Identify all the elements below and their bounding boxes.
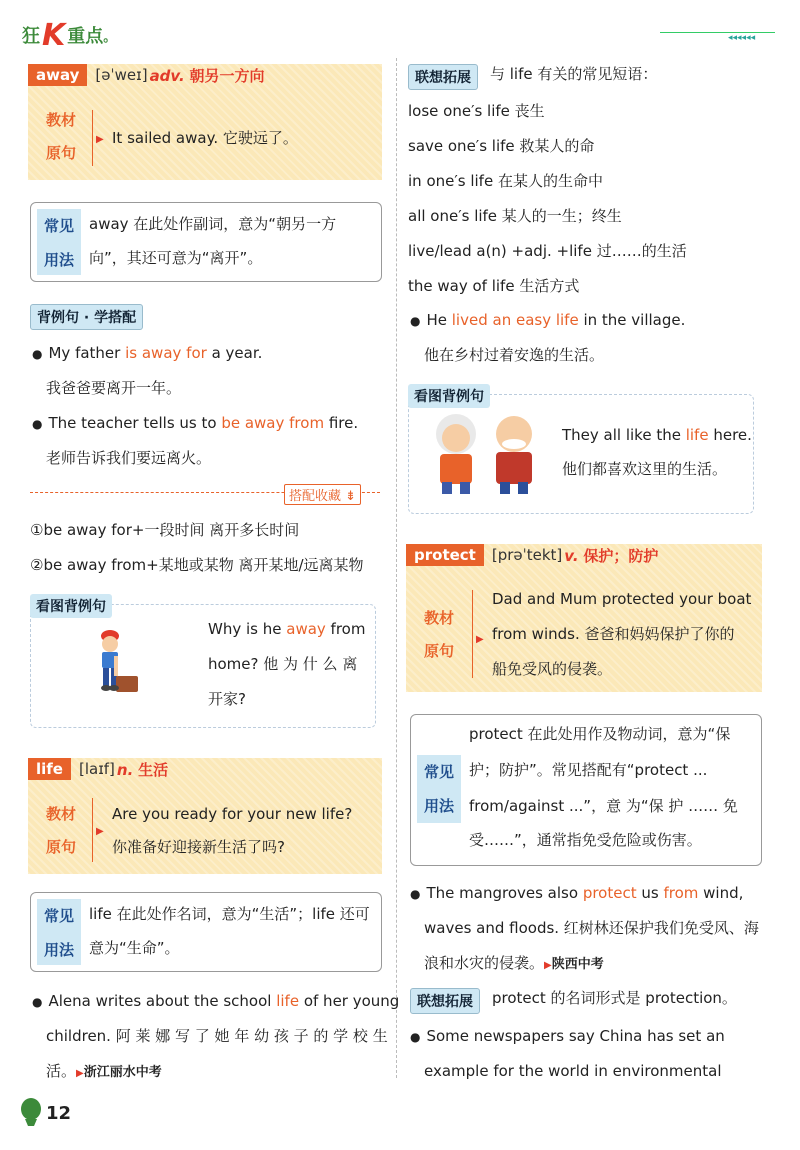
logo-suffix: 重点 bbox=[67, 26, 104, 47]
life-usage-label-2: 用法 bbox=[43, 941, 74, 959]
life-phrase-6: the way of life 生活方式 bbox=[408, 277, 580, 295]
away-usage-label-2: 用法 bbox=[43, 251, 74, 269]
logo-prefix: 狂 bbox=[22, 26, 40, 47]
protect-expand-text: protect 的名词形式是 protection。 bbox=[492, 989, 737, 1007]
life-meaning: 生活 bbox=[138, 760, 169, 779]
protect-word: protect bbox=[406, 544, 484, 566]
life-picture-en: They all like the life here. bbox=[562, 426, 752, 444]
away-usage-box bbox=[30, 202, 382, 282]
life-phrase-1: lose one′s life 丧生 bbox=[408, 102, 545, 120]
life-expand-tag: 联想拓展 bbox=[408, 64, 478, 90]
away-textbook-label-1: 教材 bbox=[46, 111, 77, 129]
protect-meaning: 保护；防护 bbox=[583, 546, 659, 565]
header-rule bbox=[660, 32, 775, 33]
life-example-source: 浙江丽水中考 bbox=[83, 1065, 162, 1080]
logo-dot: 。 bbox=[103, 29, 117, 45]
life-expand-example: ● He lived an easy life in the village. bbox=[410, 311, 686, 329]
away-definition bbox=[150, 65, 265, 86]
away-picture-tag: 看图背例句 bbox=[30, 594, 112, 618]
away-meaning: 朝另一方向 bbox=[189, 66, 265, 85]
protect-usage-3: from/against ...”，意 为“保 护 …… 免 bbox=[469, 797, 738, 815]
protect-usage-label-2: 用法 bbox=[423, 797, 454, 815]
protect-textbook-label-2: 原句 bbox=[424, 642, 455, 660]
protect-example-cn-1: waves and floods. 红树林还保护我们免受风、海 bbox=[424, 919, 759, 937]
bullet-icon: ● bbox=[32, 417, 43, 431]
protect-usage-1: protect 在此处用作及物动词，意为“保 bbox=[469, 725, 731, 743]
away-entry bbox=[28, 64, 382, 180]
protect-example-cn-2: 浪和水灾的侵袭。▶陕西中考 bbox=[424, 954, 604, 972]
bullet-icon: ● bbox=[410, 314, 421, 328]
life-example-cn-2: 活。▶浙江丽水中考 bbox=[46, 1062, 162, 1080]
collect-icon: ⇟ bbox=[345, 489, 357, 504]
brand-logo bbox=[22, 18, 116, 52]
protect-phonetic: [prəˈtekt] bbox=[491, 546, 563, 564]
protect-usage-2: 护；防护”。常见搭配有“protect ... bbox=[469, 761, 708, 779]
source-arrow-icon: ▶ bbox=[76, 1068, 84, 1079]
protect-textbook-2: from winds. 爸爸和妈妈保护了你的 bbox=[492, 625, 735, 643]
protect-arrow-icon: ▶ bbox=[476, 634, 484, 645]
away-pos: adv. bbox=[149, 66, 185, 85]
life-picture-tag: 看图背例句 bbox=[408, 384, 490, 408]
protect-expand-tag: 联想拓展 bbox=[410, 988, 480, 1014]
life-phrase-2: save one′s life 救某人的命 bbox=[408, 137, 595, 155]
life-phrase-5: live/lead a(n) +adj. +life 过……的生活 bbox=[408, 242, 687, 260]
protect-definition bbox=[564, 545, 658, 566]
elderly-couple-illustration bbox=[424, 408, 548, 496]
life-definition bbox=[117, 759, 168, 780]
away-textbook-label-2: 原句 bbox=[46, 144, 77, 162]
away-collocation-2: ②be away from+某地或某物 离开某地/远离某物 bbox=[30, 556, 364, 574]
life-pos: n. bbox=[116, 760, 134, 779]
balloon-icon bbox=[20, 1098, 42, 1128]
header-arrows: ◂◂◂◂◂◂ bbox=[728, 33, 756, 43]
away-picture-en-2: home? 他 为 什 么 离 bbox=[208, 655, 358, 673]
life-arrow-icon: ▶ bbox=[96, 826, 104, 837]
protect-textbook-1: Dad and Mum protected your boat bbox=[492, 590, 752, 608]
life-textbook-label-2: 原句 bbox=[46, 838, 77, 856]
away-example-1-cn: 我爸爸要离开一年。 bbox=[46, 379, 182, 397]
life-phrase-3: in one′s life 在某人的生命中 bbox=[408, 172, 603, 190]
protect-textbook-3: 船免受风的侵袭。 bbox=[492, 660, 613, 678]
away-collocation-1: ①be away for+一段时间 离开多长时间 bbox=[30, 521, 300, 539]
protect-entry bbox=[406, 544, 762, 692]
life-textbook-cn: 你准备好迎接新生活了吗? bbox=[112, 838, 285, 856]
away-picture-en-1: Why is he away from bbox=[208, 620, 366, 638]
life-example-cn-1: children. 阿 莱 娜 写 了 她 年 幼 孩 子 的 学 校 生 bbox=[46, 1027, 388, 1045]
source-arrow-icon: ▶ bbox=[544, 960, 552, 971]
away-arrow-icon: ▶ bbox=[96, 134, 104, 145]
life-phonetic: [laɪf] bbox=[78, 760, 115, 778]
away-example-2-cn: 老师告诉我们要远离火。 bbox=[46, 449, 212, 467]
protect-example2-1: ● Some newspapers say China has set an bbox=[410, 1027, 725, 1045]
life-expand-intro: 与 life 有关的常见短语： bbox=[490, 65, 658, 83]
protect-pos: v. bbox=[564, 546, 579, 565]
bullet-icon: ● bbox=[410, 887, 421, 901]
away-example-2: ● The teacher tells us to be away from fire. bbox=[32, 414, 359, 432]
away-usage-label-1: 常见 bbox=[43, 217, 74, 235]
protect-example2-2: example for the world in environmental bbox=[424, 1062, 722, 1080]
life-usage-box bbox=[30, 892, 382, 972]
away-usage-line-2: 向”，其还可意为“离开”。 bbox=[89, 249, 263, 267]
life-example-en: ● Alena writes about the school life of her young bbox=[32, 992, 400, 1010]
life-expand-example-cn: 他在乡村过着安逸的生活。 bbox=[424, 346, 605, 364]
protect-example-en: ● The mangroves also protect us from wind, bbox=[410, 884, 744, 902]
life-word: life bbox=[28, 758, 71, 780]
away-textbook-sentence: It sailed away. 它驶远了。 bbox=[112, 129, 298, 147]
life-textbook-en: Are you ready for your new life? bbox=[112, 805, 353, 823]
life-phrase-4: all one′s life 某人的一生；终生 bbox=[408, 207, 622, 225]
life-usage-line-1: life 在此处作名词，意为“生活”；life 还可 bbox=[89, 905, 370, 923]
life-entry bbox=[28, 758, 382, 874]
bullet-icon: ● bbox=[32, 995, 43, 1009]
bullet-icon: ● bbox=[410, 1030, 421, 1044]
away-example-1: ● My father is away for a year. bbox=[32, 344, 263, 362]
column-divider bbox=[396, 58, 397, 1078]
page-number: 12 bbox=[20, 1098, 71, 1128]
bullet-icon: ● bbox=[32, 347, 43, 361]
life-textbook-label-1: 教材 bbox=[46, 805, 77, 823]
life-usage-line-2: 意为“生命”。 bbox=[89, 939, 180, 957]
away-picture-en-3: 开家? bbox=[208, 690, 246, 708]
collect-tag: 搭配收藏 ⇟ bbox=[284, 484, 361, 505]
protect-example-source: 陕西中考 bbox=[551, 957, 604, 972]
life-picture-cn: 他们都喜欢这里的生活。 bbox=[562, 460, 728, 478]
protect-usage-4: 受……”，通常指免受危险或伤害。 bbox=[469, 831, 702, 849]
protect-textbook-label-1: 教材 bbox=[424, 609, 455, 627]
away-phonetic: [əˈweɪ] bbox=[95, 66, 148, 84]
protect-usage-label-1: 常见 bbox=[423, 763, 454, 781]
protect-usage-box bbox=[410, 714, 762, 866]
away-usage-line-1: away 在此处作副词，意为“朝另一方 bbox=[89, 215, 337, 233]
life-usage-label-1: 常见 bbox=[43, 907, 74, 925]
boy-with-suitcase-illustration bbox=[92, 628, 142, 700]
logo-k: K bbox=[42, 17, 66, 53]
away-word: away bbox=[28, 64, 87, 86]
section-title-examples: 背例句 · 学搭配 bbox=[30, 304, 143, 330]
